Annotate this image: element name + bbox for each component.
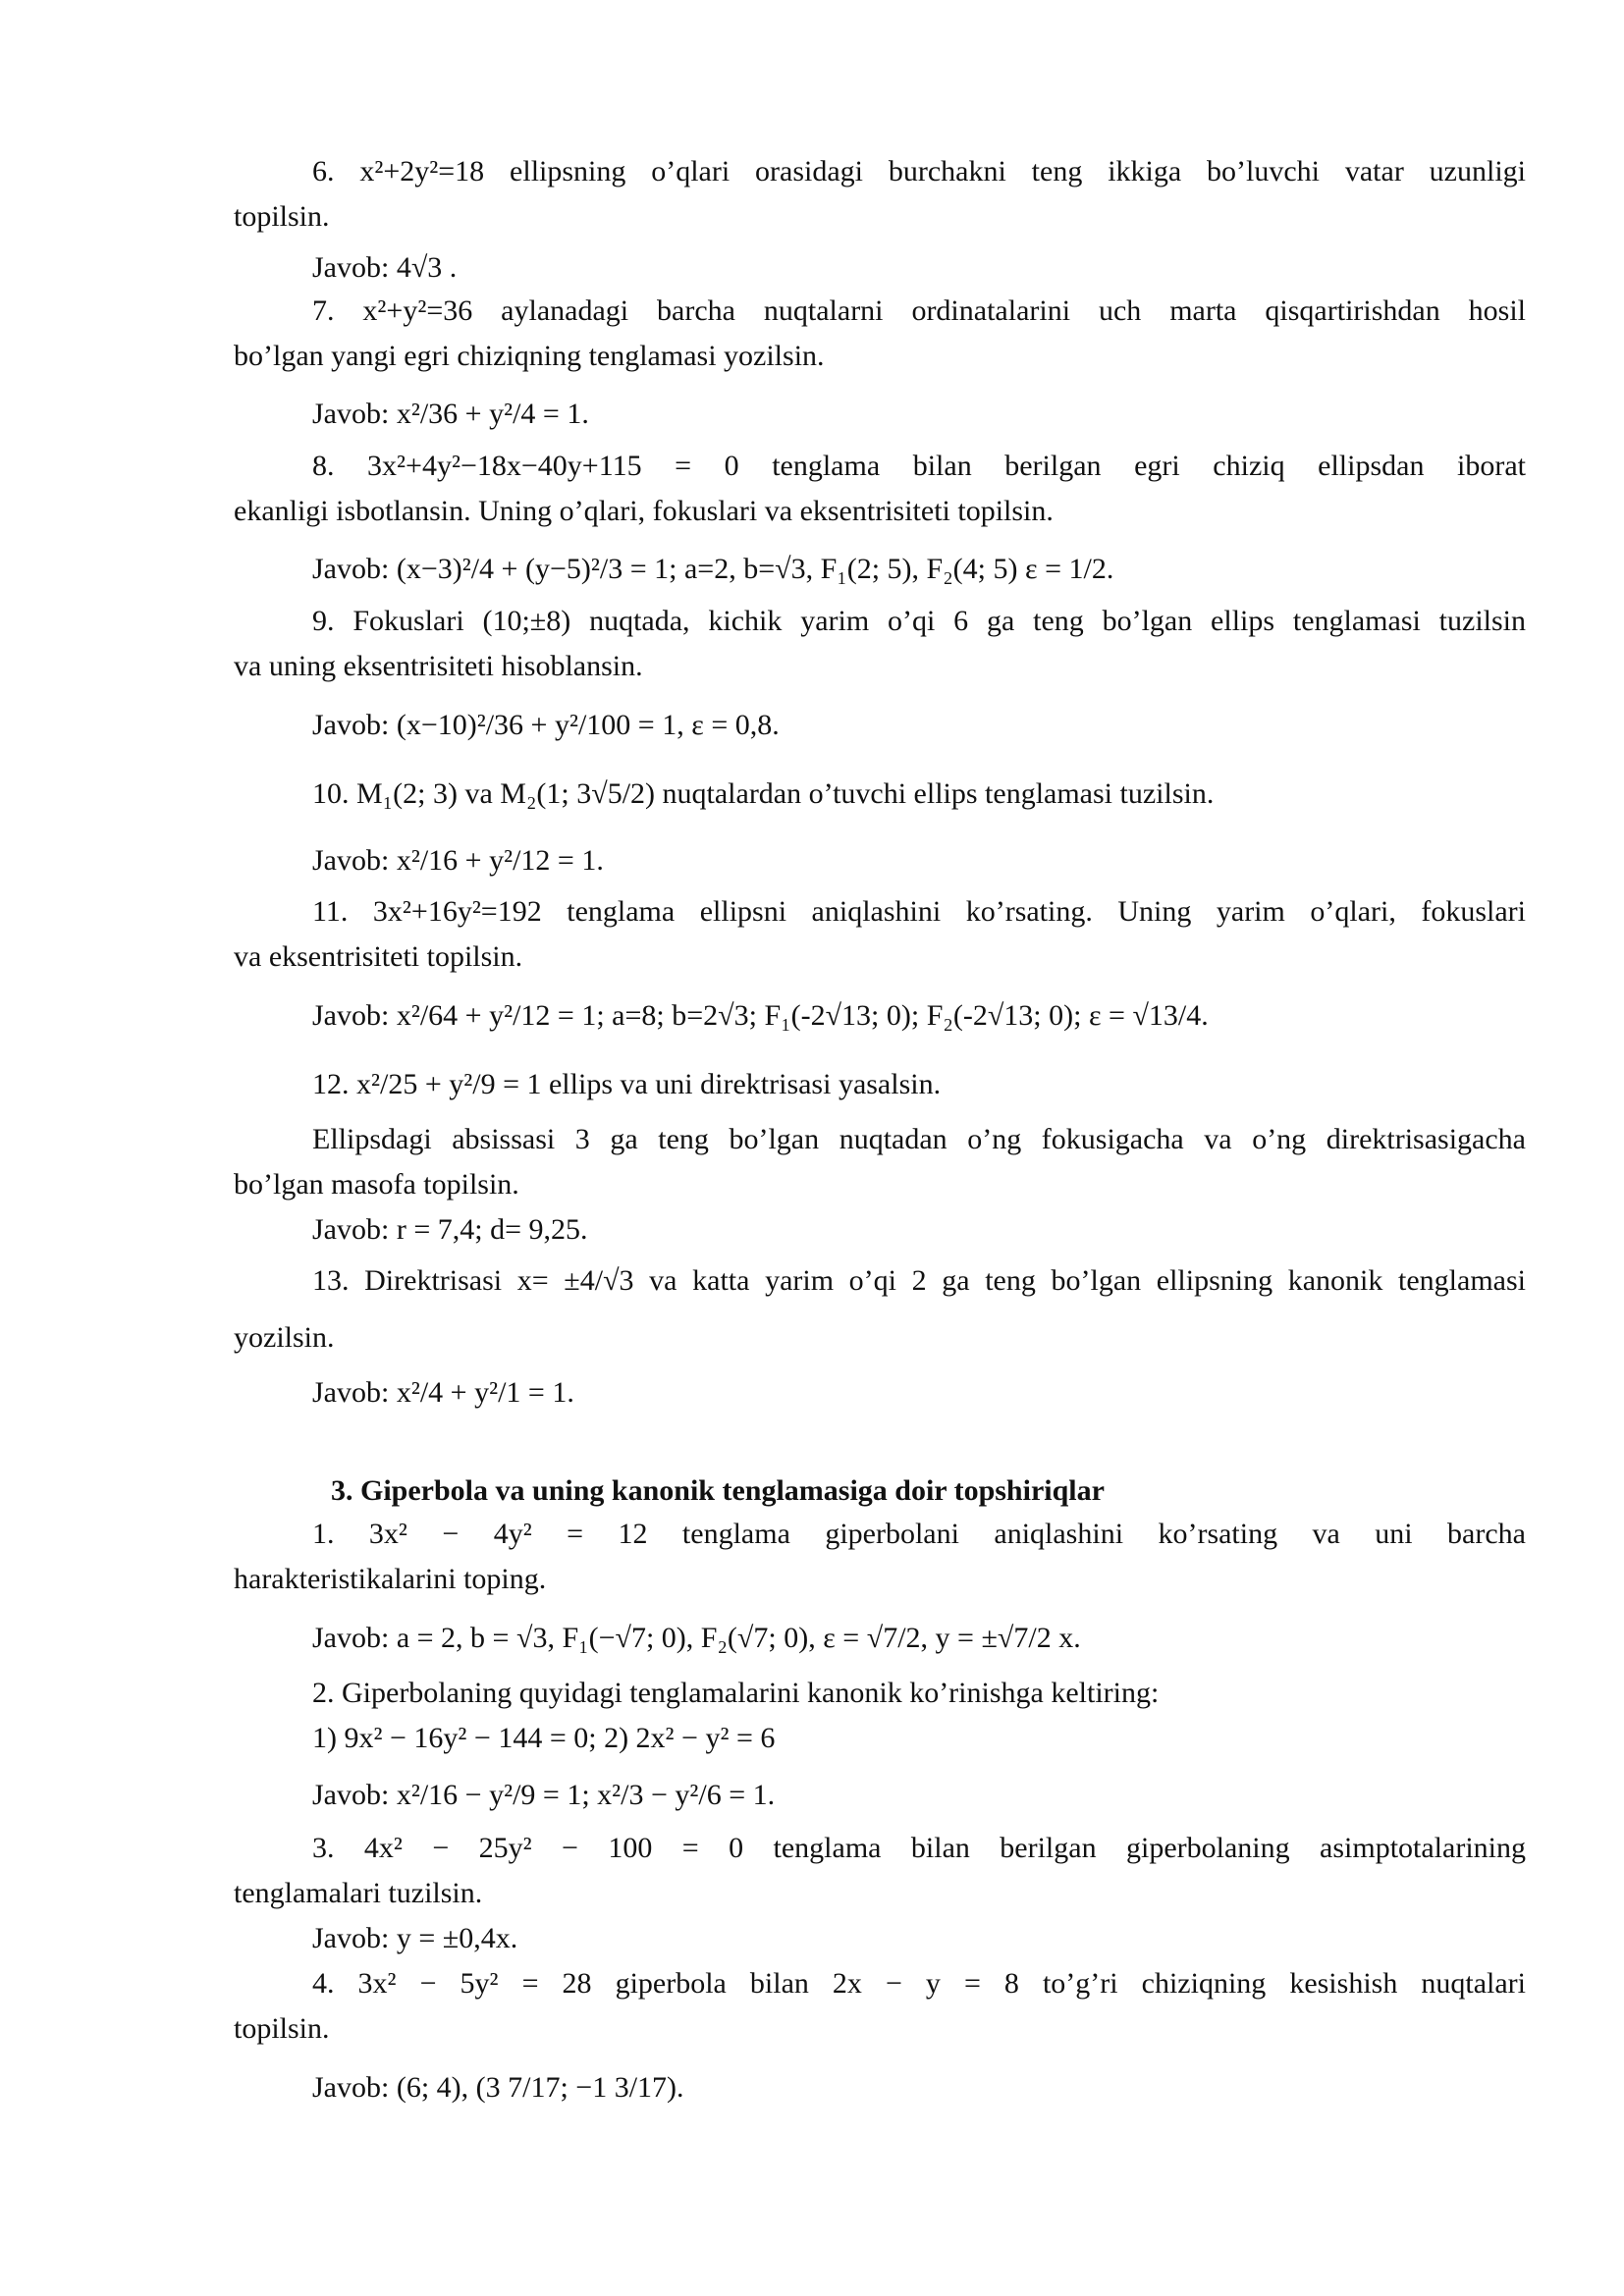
text-line: Javob: a = 2, b = √3, F₁(−√7; 0), F₂(√7; 0), ε = √7/2, y = ±√7/2 x. [312,1622,1081,1654]
text-line: Javob: (x−3)²/4 + (y−5)²/3 = 1; a=2, b=√3, F₁(2; 5), F₂(4; 5) ε = 1/2. [312,553,1114,585]
text-line: 12. x²/25 + y²/9 = 1 ellips va uni direktrisasi yasalsin. [312,1068,942,1100]
text-line: Javob: x²/16 − y²/9 = 1; x²/3 − y²/6 = 1. [312,1779,776,1811]
text-line: Javob: x²/36 + y²/4 = 1. [312,398,589,430]
text-line: 8. 3x²+4y²−18x−40y+115 = 0 tenglama bilan berilgan egri chiziq ellipsdan iborat [312,450,1526,482]
text-line: va uning eksentrisiteti hisoblansin. [234,650,643,682]
text-line: Javob: y = ±0,4x. [312,1922,518,1954]
text-line: 13. Direktrisasi x= ±4/√3 va katta yarim o’qi 2 ga teng bo’lgan ellipsning kanonik tenglamasi [312,1264,1526,1297]
text-line: 11. 3x²+16y²=192 tenglama ellipsni aniqlashini ko’rsating. Uning yarim o’qlari, fokuslari [312,895,1526,928]
text-line: 7. x²+y²=36 aylanadagi barcha nuqtalarni ordinatalarini uch marta qisqartirishdan hosil [312,294,1526,327]
text-line: Javob: 4√3 . [312,251,458,284]
text-line: bo’lgan masofa topilsin. [234,1168,519,1201]
text-line: harakteristikalarini toping. [234,1563,547,1595]
text-line: yozilsin. [234,1321,335,1354]
text-line: 2. Giperbolaning quyidagi tenglamalarini kanonik ko’rinishga keltiring: [312,1677,1160,1709]
text-line: 3. 4x² − 25y² − 100 = 0 tenglama bilan berilgan giperbolaning asimptotalarining [312,1832,1526,1864]
text-line: ekanligi isbotlansin. Uning o’qlari, fokuslari va eksentrisiteti topilsin. [234,495,1054,527]
text-line: tenglamalari tuzilsin. [234,1877,483,1909]
text-line: 1. 3x² − 4y² = 12 tenglama giperbolani aniqlashini ko’rsating va uni barcha [312,1518,1526,1550]
text-line: 6. x²+2y²=18 ellipsning o’qlari orasidagi burchakni teng ikkiga bo’luvchi vatar uzunligi [312,155,1526,187]
text-line: 10. M₁(2; 3) va M₂(1; 3√5/2) nuqtalardan o’tuvchi ellips tenglamasi tuzilsin. [312,777,1215,810]
text-line: 4. 3x² − 5y² = 28 giperbola bilan 2x − y = 8 to’g’ri chiziqning kesishish nuqtalari [312,1967,1526,2000]
text-line: Javob: (x−10)²/36 + y²/100 = 1, ε = 0,8. [312,709,780,741]
text-line: va eksentrisiteti topilsin. [234,940,523,973]
text-line: Javob: x²/64 + y²/12 = 1; a=8; b=2√3; F₁(-2√13; 0); F₂(-2√13; 0); ε = √13/4. [312,999,1209,1032]
section-heading: 3. Giperbola va uning kanonik tenglamasiga doir topshiriqlar [331,1474,1105,1507]
text-line: Javob: x²/4 + y²/1 = 1. [312,1376,574,1409]
text-line: 9. Fokuslari (10;±8) nuqtada, kichik yarim o’qi 6 ga teng bo’lgan ellips tenglamasi tuzilsin [312,605,1526,637]
text-line: 1) 9x² − 16y² − 144 = 0; 2) 2x² − y² = 6 [312,1722,776,1754]
text-line: Javob: r = 7,4; d= 9,25. [312,1213,588,1246]
text-line: Javob: (6; 4), (3 7/17; −1 3/17). [312,2071,684,2104]
text-line: Javob: x²/16 + y²/12 = 1. [312,844,604,877]
text-line: bo’lgan yangi egri chiziqning tenglamasi yozilsin. [234,340,825,372]
text-line: topilsin. [234,2012,330,2045]
text-line: Ellipsdagi absissasi 3 ga teng bo’lgan nuqtadan o’ng fokusigacha va o’ng direktrisasigacha [312,1123,1526,1155]
text-line: topilsin. [234,200,330,233]
